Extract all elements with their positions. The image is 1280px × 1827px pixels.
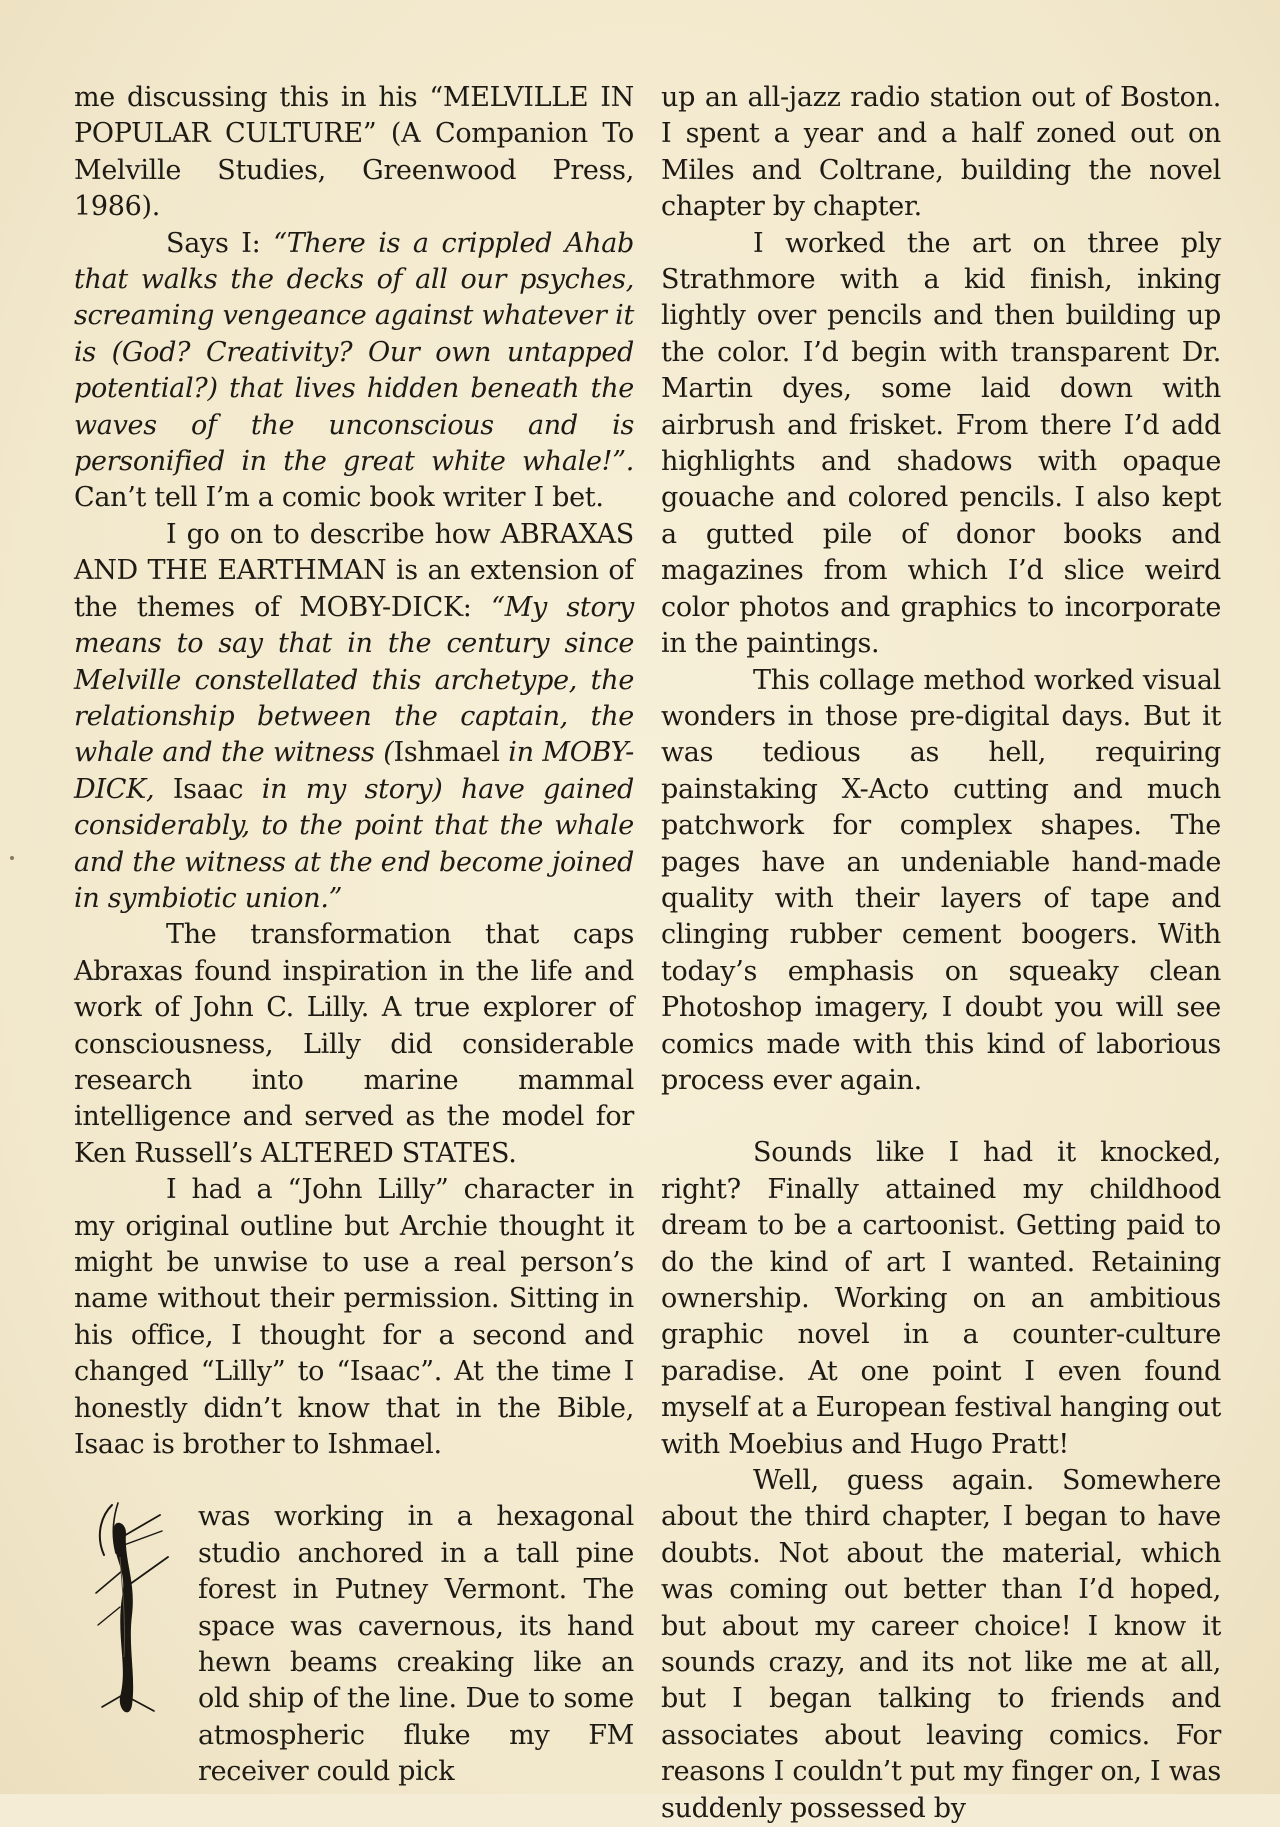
dropcap-paragraph xyxy=(74,1499,634,1790)
quote-lead: Says I: xyxy=(166,227,274,259)
paragraph-melville-reference: me discussing this in his “MELVILLE IN POPULAR CULTURE” (A Companion To Melville Studies, Greenwood Press, 1986). xyxy=(74,82,634,223)
story-plain-ishmael: Ishmael xyxy=(393,737,500,769)
extension-lead: I go on to describe how ABRAXAS AND THE EARTHMAN is an extension of the themes of MOBY-DICK: xyxy=(74,518,634,623)
right-column xyxy=(661,80,1221,1827)
story-quote-c: in MOBY-DICK, xyxy=(74,737,634,805)
paragraph-jazz-radio: up an all-jazz radio station out of Boston. I spent a year and a half zoned out on Miles and Coltrane, building the novel chapter by chapter. xyxy=(661,82,1221,223)
paragraph-collage-method: This collage method worked visual wonders in those pre-digital days. But it was tedious as hell, requiring painstaking X-Acto cutting and much patchwork for complex shapes. The pages have an undeniable hand-made quality with their layers of tape and clinging rubber cement boogers. With today’s emphasis on squeaky clean Photoshop imagery, I doubt you will see comics made with this kind of laborious process ever again. xyxy=(661,664,1221,1096)
paragraph-isaac-name: I had a “John Lilly” character in my original outline but Archie thought it might be unwise to use a real person’s name without their permission. Sitting in his office, I thought for a second and changed “Lilly” to “Isaac”. At the time I honestly didn’t know that in the Bible, Isaac is brother to Ishmael. xyxy=(74,1174,634,1461)
paragraph-hexagonal-studio: was working in a hexagonal studio anchored in a tall pine forest in Putney Vermont. The space was cavernous, its hand hewn beams creaking like an old ship of the line. Due to some atmospheric fluke my FM receiver could pick xyxy=(198,1501,634,1788)
section-gap xyxy=(661,1099,1221,1135)
quote-tail: Can’t tell I’m a comic book writer I bet. xyxy=(74,482,604,514)
story-quote-e: in my story) have gained considerably, to the point that the whale and the witness at the end become joined in symbiotic union.” xyxy=(74,773,634,914)
ahab-quote: “There is a crippled Ahab that walks the decks of all our psyches, screaming vengeance against whatever it is (God? Creativity? Our own untapped potential?) that lives hidden beneath the waves of the unconscious and is personified in the great white whale!”. xyxy=(74,227,635,478)
paper-speck xyxy=(10,856,14,860)
paragraph-art-process: I worked the art on three ply Strathmore with a kid finish, inking lightly over pencils and then building up the color. I’d begin with transparent Dr. Martin dyes, some laid down with airbrush and frisket. From there I’d add highlights and shadows with opaque gouache and colored pencils. I also kept a gutted pile of donor books and magazines from which I’d slice weird color photos and graphics to incorporate in the paintings. xyxy=(661,227,1221,660)
paragraph-guess-again: Well, guess again. Somewhere about the third chapter, I began to have doubts. Not about the material, which was coming out better than I’d hoped, but about my career choice! I know it sounds crazy, and its not like me at all, but I began talking to friends and associates about leaving comics. For reasons I couldn’t put my finger on, I was suddenly possessed by xyxy=(661,1465,1221,1824)
paragraph-crippled-ahab xyxy=(74,226,634,517)
paragraph-had-it-knocked: Sounds like I had it knocked, right? Finally attained my childhood dream to be a cartoonist. Getting paid to do the kind of art I wanted. Retaining ownership. Working on an ambitious graphic novel in a counter-culture paradise. At one point I even found myself at a European festival hanging out with Moebius and Hugo Pratt! xyxy=(661,1137,1221,1460)
insect-letter-i-icon xyxy=(82,1497,172,1727)
story-plain-isaac: Isaac xyxy=(172,773,244,805)
paragraph-abraxas-extension xyxy=(74,517,634,917)
left-column xyxy=(74,80,634,1791)
story-quote-a: “My story means to say that in the century since Melville constellated this archetype, the relationship between the captain, the whale and the witness ( xyxy=(74,591,634,769)
paragraph-john-lilly: The transformation that caps Abraxas found inspiration in the life and work of John C. Lilly. A true explorer of consciousness, Lilly did considerable research into marine mammal intelligence and served as the model for Ken Russell’s ALTERED STATES. xyxy=(74,919,634,1169)
